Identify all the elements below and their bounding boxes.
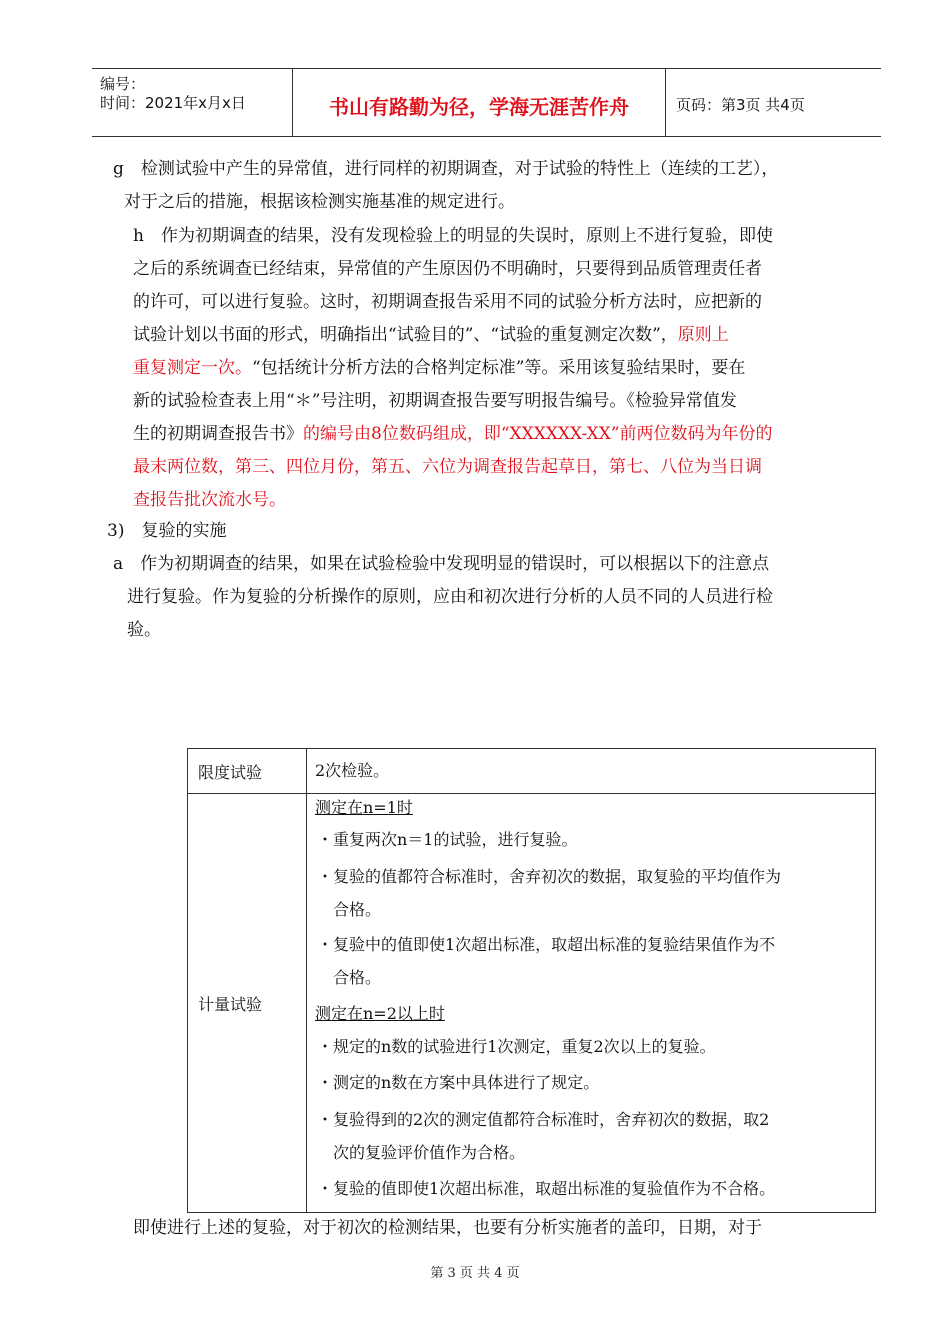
highlight-text: 原则上	[677, 325, 729, 345]
para-h-line-highlight: 查报告批次流水号。	[133, 490, 286, 510]
para-h-line: 新的试验检查表上用“＊”号注明，初期调查报告要写明报告编号。《检验异常值发	[133, 391, 737, 411]
doc-number-label: 编号：	[100, 75, 146, 93]
sub-heading-n2: 测定在n=2以上时	[315, 1004, 445, 1023]
para-g-line: 对于之后的措施，根据该检测实施基准的规定进行。	[124, 192, 515, 212]
para-h-text: 生的初期调查报告书》	[133, 424, 303, 444]
para-h-line	[133, 424, 773, 444]
row-value-quantitative-test	[307, 794, 876, 1213]
row-value-limit-test	[307, 749, 876, 794]
section-3-title: 3) 复验的实施	[107, 521, 227, 541]
list-item: ・重复两次n＝1的试验，进行复验。	[317, 830, 578, 849]
table-row	[188, 794, 876, 1213]
para-h-text: “包括统计分析方法的合格判定标准”等。采用该复验结果时，要在	[252, 358, 746, 378]
header-meta-cell	[92, 69, 293, 136]
para-h-line: h 作为初期调查的结果，没有发现检验上的明显的失误时，原则上不进行复验，即使	[133, 226, 773, 246]
highlight-text: 重复测定一次。	[133, 358, 252, 378]
list-item: ・复验中的值即使1次超出标准，取超出标准的复验结果值作为不	[317, 935, 776, 954]
para-a-line: a 作为初期调查的结果，如果在试验检验中发现明显的错误时，可以根据以下的注意点	[113, 554, 770, 574]
list-item: ・复验的值都符合标准时，舍弃初次的数据，取复验的平均值作为	[317, 867, 782, 886]
header-motto: 书山有路勤为径，学海无涯苦作舟	[329, 95, 629, 119]
row-label-quantitative-test: 计量试验	[188, 794, 307, 1213]
para-h-text: 试验计划以书面的形式，明确指出“试验目的”、“试验的重复测定次数”，	[133, 325, 678, 345]
doc-time-label: 时间：2021年x月x日	[100, 94, 246, 112]
para-g-line: g 检测试验中产生的异常值，进行同样的初期调查，对于试验的特性上（连续的工艺），	[113, 159, 779, 179]
limit-test-value: 2次检验。	[315, 761, 390, 780]
header-page-cell	[666, 69, 881, 136]
para-h-line: 之后的系统调查已经结束，异常值的产生原因仍不明确时，只要得到品质管理责任者	[133, 259, 762, 279]
page-header	[92, 68, 881, 137]
list-item: ・测定的n数在方案中具体进行了规定。	[317, 1073, 600, 1092]
row-label-limit-test: 限度试验	[188, 749, 307, 794]
para-h-line	[133, 325, 729, 345]
table-row	[188, 749, 876, 794]
page-footer: 第 3 页 共 4 页	[430, 1266, 520, 1281]
list-item-continued: 合格。	[333, 968, 382, 987]
para-a-line: 进行复验。作为复验的分析操作的原则，应由和初次进行分析的人员不同的人员进行检	[127, 587, 773, 607]
list-item-continued: 合格。	[333, 900, 382, 919]
para-h-line: 的许可，可以进行复验。这时，初期调查报告采用不同的试验分析方法时，应把新的	[133, 292, 762, 312]
retest-rules-table	[187, 748, 876, 1213]
list-item: ・复验得到的2次的测定值都符合标准时，舍弃初次的数据，取2	[317, 1110, 770, 1129]
highlight-text: 的编号由8位数码组成，即“XXXXXX-XX”前两位数码为年份的	[303, 424, 773, 444]
header-page-label: 页码：第3页 共4页	[676, 96, 805, 114]
sub-heading-n1: 测定在n=1时	[315, 798, 413, 817]
list-item: ・复验的值即使1次超出标准，取超出标准的复验值作为不合格。	[317, 1179, 776, 1198]
para-h-line	[133, 358, 745, 378]
header-motto-cell	[293, 69, 666, 136]
list-item-continued: 次的复验评价值作为合格。	[333, 1143, 526, 1162]
para-a-line: 验。	[127, 620, 161, 640]
closing-line: 即使进行上述的复验，对于初次的检测结果，也要有分析实施者的盖印，日期，对于	[133, 1218, 762, 1238]
list-item: ・规定的n数的试验进行1次测定，重复2次以上的复验。	[317, 1037, 716, 1056]
para-h-line-highlight: 最末两位数，第三、四位月份，第五、六位为调查报告起草日，第七、八位为当日调	[133, 457, 762, 477]
